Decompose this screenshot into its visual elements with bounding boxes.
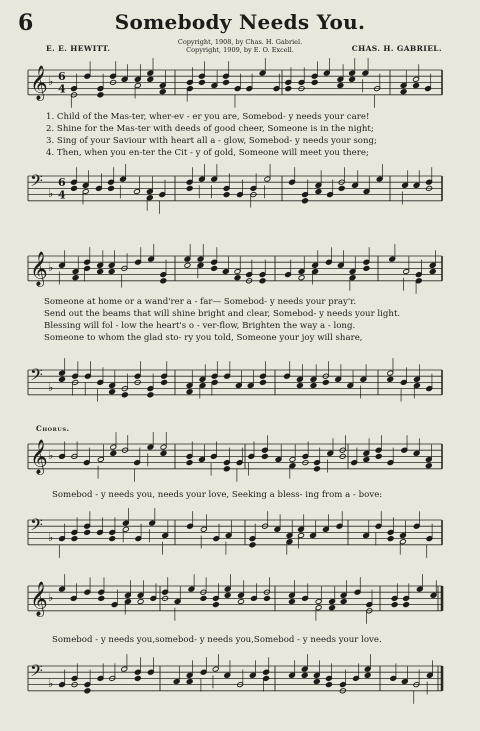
treble-staff-system-1	[0, 62, 480, 110]
verse-line-2: 2. Shine for the Mas-ter with deeds of good cheer, Someone is in the night;	[46, 124, 374, 134]
svg-text:𝄞: 𝄞	[30, 65, 48, 101]
bass-staff-system-1	[0, 168, 480, 216]
composer-credit: CHAS. H. GABRIEL.	[351, 44, 442, 53]
svg-text:♭: ♭	[48, 531, 54, 545]
bass-staff-system-4	[0, 658, 480, 706]
chorus-lyric-line-1: Somebod - y needs you, needs your love, Seeking a bless- ing from a - bove:	[52, 490, 383, 500]
svg-text:♭: ♭	[48, 74, 54, 88]
verse-line-4: 4. Then, when you en-ter the Cit - y of gold, Someone will meet you there;	[46, 148, 369, 158]
svg-text:𝄢: 𝄢	[30, 514, 43, 539]
copyright-line-1: Copyright, 1908, by Chas. H. Gabriel.	[177, 38, 303, 46]
verse-line-5: Someone at home or a wand'rer a - far— Somebod- y needs your pray'r.	[44, 297, 357, 307]
svg-text:𝄢: 𝄢	[30, 170, 43, 195]
hymn-title: Somebody Needs You.	[114, 10, 366, 34]
svg-text:♭: ♭	[48, 260, 54, 274]
treble-staff-system-4	[0, 578, 480, 626]
chorus-lyric-line-2: Somebod - y needs you,somebod- y needs you,Somebod - y needs your love.	[52, 635, 382, 645]
verse-line-1: 1. Child of the Mas-ter, wher-ev - er you are, Somebod- y needs your care!	[46, 112, 370, 122]
svg-text:𝄞: 𝄞	[30, 581, 48, 617]
svg-text:♭: ♭	[48, 187, 54, 201]
svg-text:4: 4	[58, 82, 66, 96]
verse-line-6: Send out the beams that will shine bright and clear, Somebod- y needs your light.	[44, 309, 401, 319]
chorus-label: Chorus.	[36, 424, 70, 433]
svg-text:4: 4	[58, 188, 66, 202]
svg-text:6: 6	[58, 69, 66, 83]
treble-staff-system-2	[0, 248, 480, 296]
svg-text:6: 6	[58, 175, 66, 189]
svg-text:𝄢: 𝄢	[30, 660, 43, 685]
bass-staff-system-3	[0, 512, 480, 560]
svg-text:♭: ♭	[48, 590, 54, 604]
page-number: 6	[18, 10, 34, 36]
svg-text:♭: ♭	[48, 677, 54, 691]
svg-text:𝄞: 𝄞	[30, 439, 48, 475]
verse-line-3: 3. Sing of your Saviour with heart all a - glow, Somebod- y needs your song;	[46, 136, 377, 146]
treble-staff-system-3	[0, 436, 480, 484]
copyright-line-2: Copyright, 1909, by E. O. Excell.	[186, 46, 294, 54]
svg-text:♭: ♭	[48, 448, 54, 462]
svg-text:♭: ♭	[48, 381, 54, 395]
author-credit: E. E. HEWITT.	[46, 44, 111, 53]
svg-text:𝄢: 𝄢	[30, 364, 43, 389]
verse-line-8: Someone to whom the glad sto- ry you told, Someone your joy will share,	[44, 333, 363, 343]
verse-line-7: Blessing will fol - low the heart's o - ver-flow, Brighten the way a - long.	[44, 321, 356, 331]
svg-text:𝄞: 𝄞	[30, 251, 48, 287]
bass-staff-system-2	[0, 362, 480, 410]
